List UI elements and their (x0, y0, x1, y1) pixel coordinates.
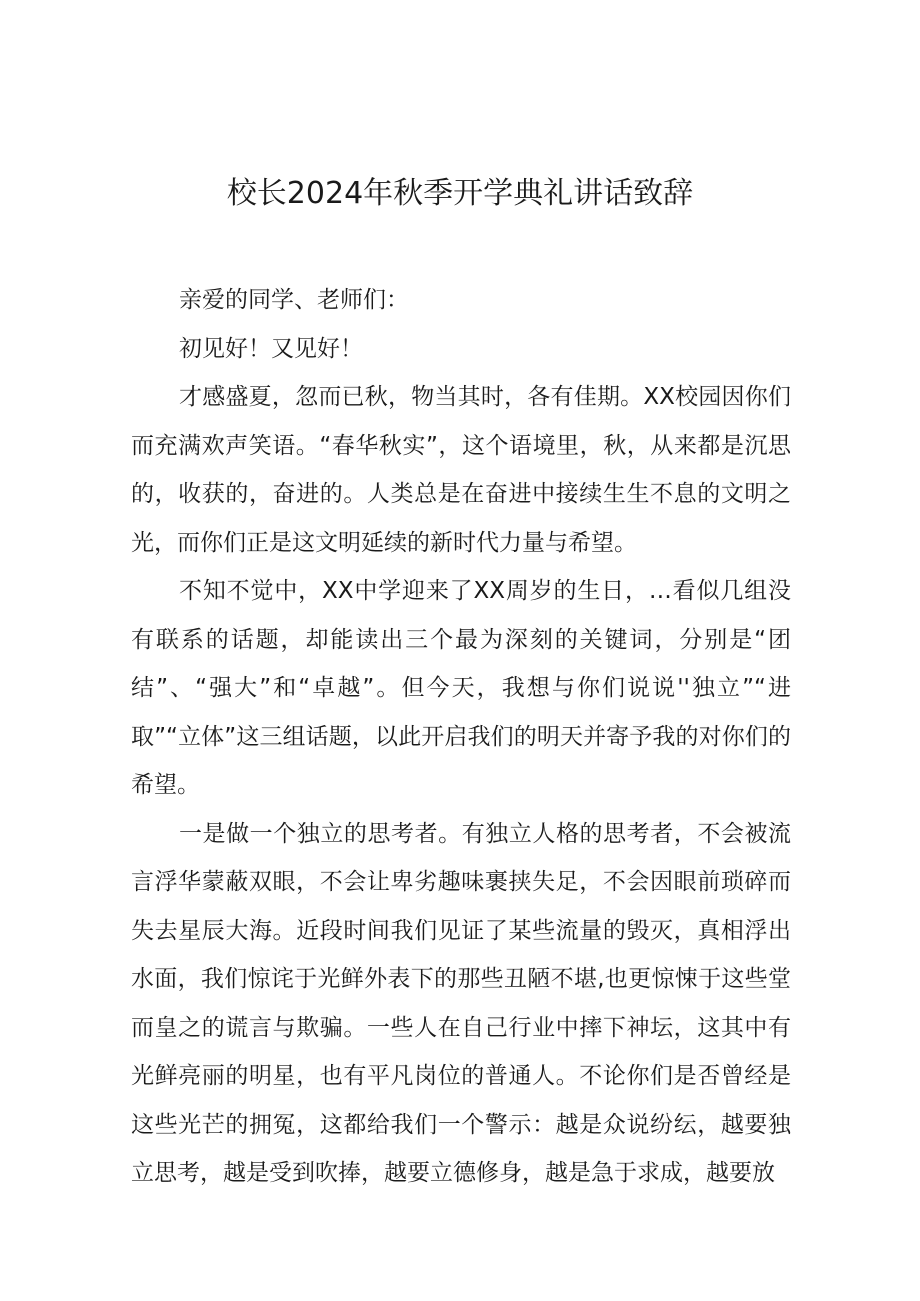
paragraph-greeting: 初见好！又见好！ (179, 335, 363, 362)
document-body (131, 276, 791, 1198)
document-title: 校长2024年秋季开学典礼讲话致辞 (226, 176, 694, 211)
paragraph-intro: 才感盛夏，忽而已秋，物当其时，各有佳期。XX校园因你们而充满欢声笑语。“春华秋实”，这个语境里，秋，从来都是沉思的，收获的，奋进的。人类总是在奋进中接续生生不息的文明之光，而你们正是这文明延续的新时代力量与希望。 (131, 384, 791, 556)
paragraph-salutation: 亲爱的同学、老师们： (179, 287, 409, 313)
paragraph-independent-thinker: 一是做一个独立的思考者。有独立人格的思考者，不会被流言浮华蒙蔽双眼，不会让卑劣趣味裹挟失足，不会因眼前琐碎而失去星辰大海。近段时间我们见证了某些流量的毁灭，真相浮出水面，我们惊诧于光鲜外表下的那些丑陋不堪,也更惊悚于这些堂而皇之的谎言与欺骗。一些人在自己行业中摔下神坛，这其中有光鲜亮丽的明星，也有平凡岗位的普通人。不论你们是否曾经是这些光芒的拥冤，这都给我们一个警示：越是众说纷纭，越要独立思考，越是受到吹捧，越要立德修身，越是急于求成，越要放 (131, 820, 791, 1186)
paragraph-keywords: 不知不觉中，XX中学迎来了XX周岁的生日，…看似几组没有联系的话题，却能读出三个最为深刻的关键词，分别是“团结”、“强大”和“卓越”。但今天，我想与你们说说''独立”“进取”“立体”这三组话题，以此开启我们的明天并寄予我的对你们的希望。 (131, 578, 791, 798)
